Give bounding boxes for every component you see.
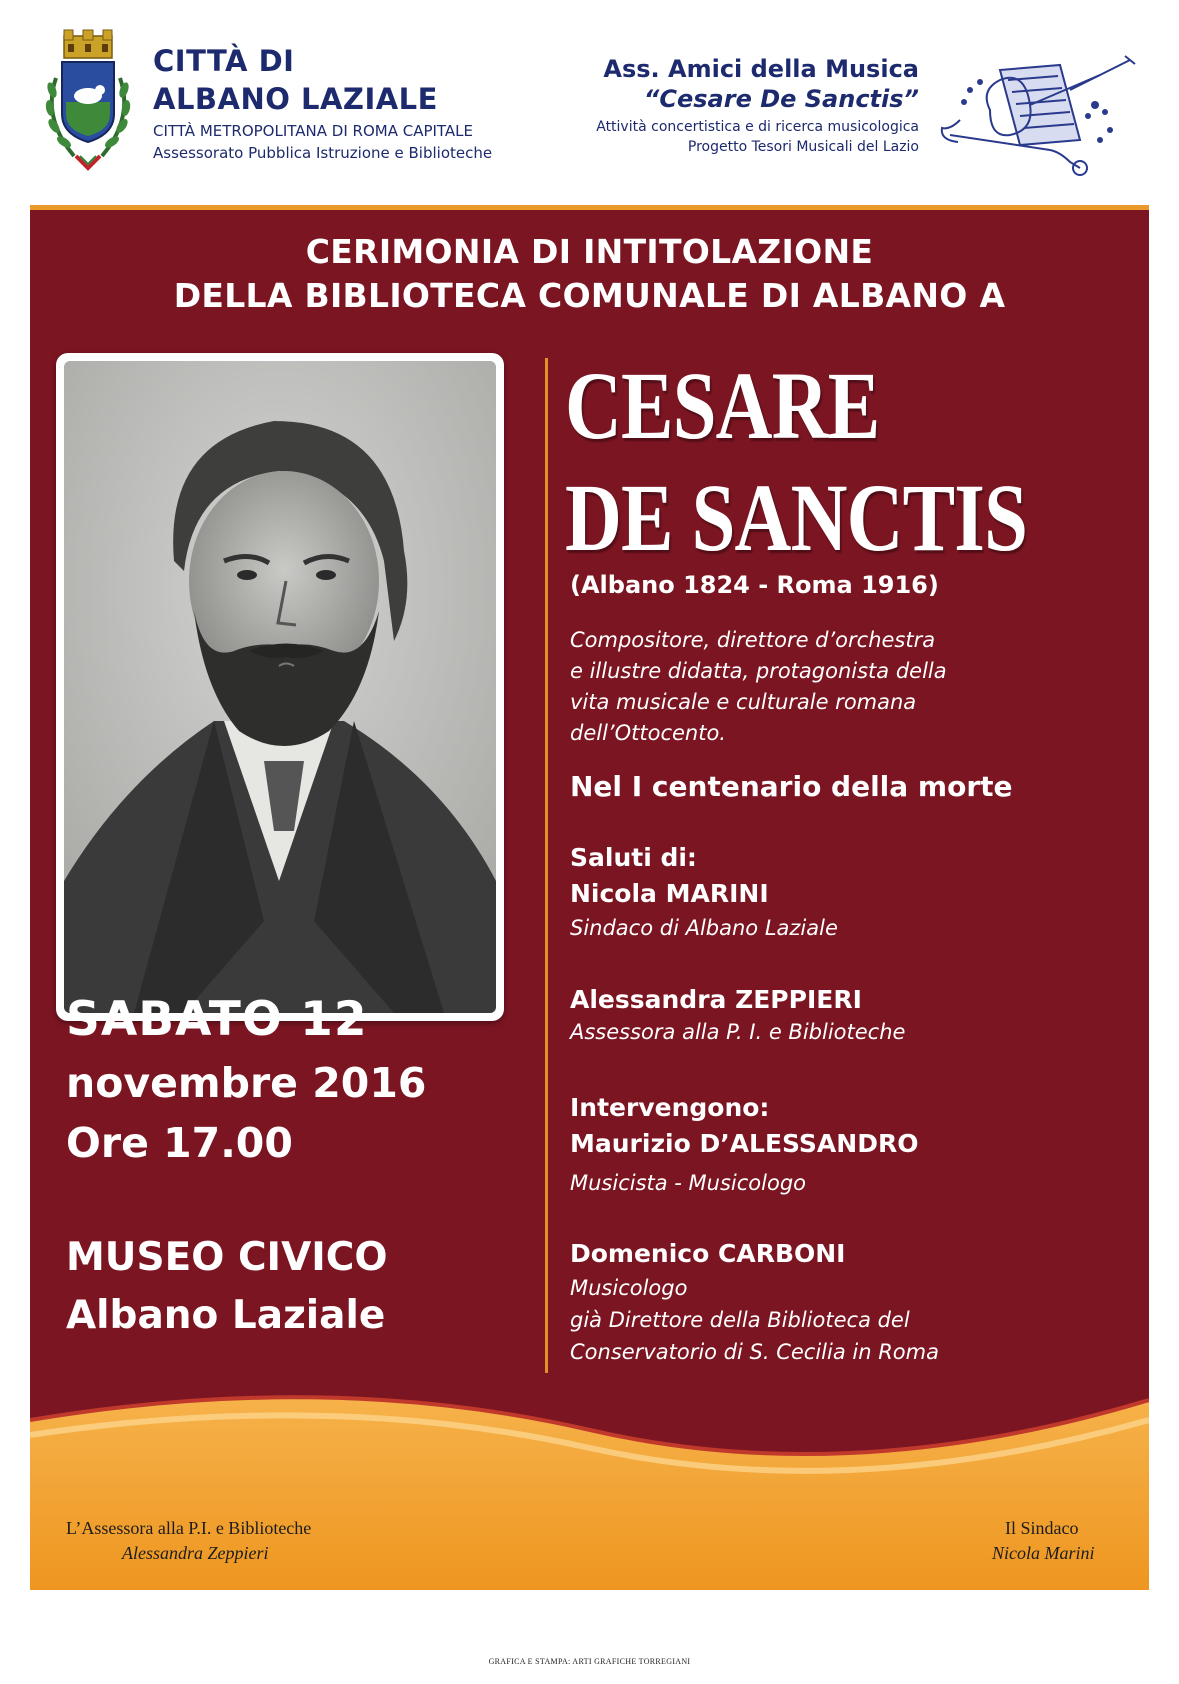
portrait-photo — [64, 361, 496, 1013]
intervention-speaker-role: Musicista - Musicologo — [570, 1171, 807, 1195]
greeting-speaker-role: Sindaco di Albano Laziale — [570, 916, 838, 940]
event-time: Ore 17.00 — [66, 1119, 293, 1167]
vertical-divider — [545, 358, 548, 1373]
bio-line: e illustre didatta, protagonista della — [570, 659, 947, 683]
city-title-line1: CITTÀ DI — [153, 44, 295, 78]
city-title-line2: ALBANO LAZIALE — [153, 82, 438, 116]
signature-left-title: L’Assessora alla P.I. e Biblioteche — [66, 1518, 312, 1538]
greeting-speaker-name: Nicola MARINI — [570, 879, 769, 908]
greetings-label: Saluti di: — [570, 843, 697, 872]
event-heading — [30, 230, 1149, 318]
association-subtitle-project: Progetto Tesori Musicali del Lazio — [687, 139, 919, 155]
greeting-speaker-role: Assessora alla P. I. e Biblioteche — [570, 1020, 906, 1044]
city-subtitle-metropolitan: CITTÀ METROPOLITANA DI ROMA CAPITALE — [153, 122, 474, 140]
interventions-label: Intervengono: — [570, 1093, 770, 1122]
signature-right-name: Nicola Marini — [992, 1543, 1095, 1563]
intervention-speaker-name: Maurizio D’ALESSANDRO — [570, 1129, 919, 1158]
intervention-speaker-role-line: già Direttore della Biblioteca del — [570, 1308, 910, 1332]
bio-line: Compositore, direttore d’orchestra — [570, 628, 936, 652]
greeting-speaker-name: Alessandra ZEPPIERI — [570, 985, 862, 1014]
print-credits: GRAFICA E STAMPA: ARTI GRAFICHE TORREGIANI — [488, 1657, 691, 1666]
honoree-name-line2: DE SANCTIS — [565, 464, 1028, 571]
intervention-speaker-role-line: Musicologo — [570, 1276, 688, 1300]
bio-line: dell’Ottocento. — [570, 721, 726, 745]
signature-right-title: Il Sindaco — [1005, 1518, 1079, 1538]
honoree-bio — [570, 625, 947, 749]
event-heading-line2: DELLA BIBLIOTECA COMUNALE DI ALBANO A — [173, 276, 1006, 315]
honoree-name — [565, 350, 1027, 574]
city-subtitle-department: Assessorato Pubblica Istruzione e Biblioteche — [153, 144, 493, 162]
bio-line: vita musicale e culturale romana — [570, 690, 917, 714]
event-month-year: novembre 2016 — [66, 1059, 427, 1107]
honoree-name-line1: CESARE — [565, 352, 880, 459]
association-subtitle-activity: Attività concertistica e di ricerca musicologica — [596, 119, 919, 135]
signature-left-name: Alessandra Zeppieri — [122, 1543, 269, 1563]
honoree-dates: (Albano 1824 - Roma 1916) — [570, 571, 939, 599]
intervention-speaker-role-line: Conservatorio di S. Cecilia in Roma — [570, 1340, 939, 1364]
association-title-line1: Ass. Amici della Musica — [603, 55, 919, 83]
centenary-note: Nel I centenario della morte — [570, 770, 1013, 803]
event-venue: MUSEO CIVICO — [66, 1235, 388, 1280]
event-city: Albano Laziale — [66, 1293, 386, 1338]
event-day: SABATO 12 — [66, 992, 368, 1047]
event-heading-line1: CERIMONIA DI INTITOLAZIONE — [305, 232, 874, 271]
albano-crest-icon — [38, 28, 138, 178]
music-instruments-emblem-icon — [930, 50, 1145, 180]
association-title-line2: “Cesare De Sanctis” — [643, 85, 919, 113]
intervention-speaker-name: Domenico CARBONI — [570, 1239, 846, 1268]
